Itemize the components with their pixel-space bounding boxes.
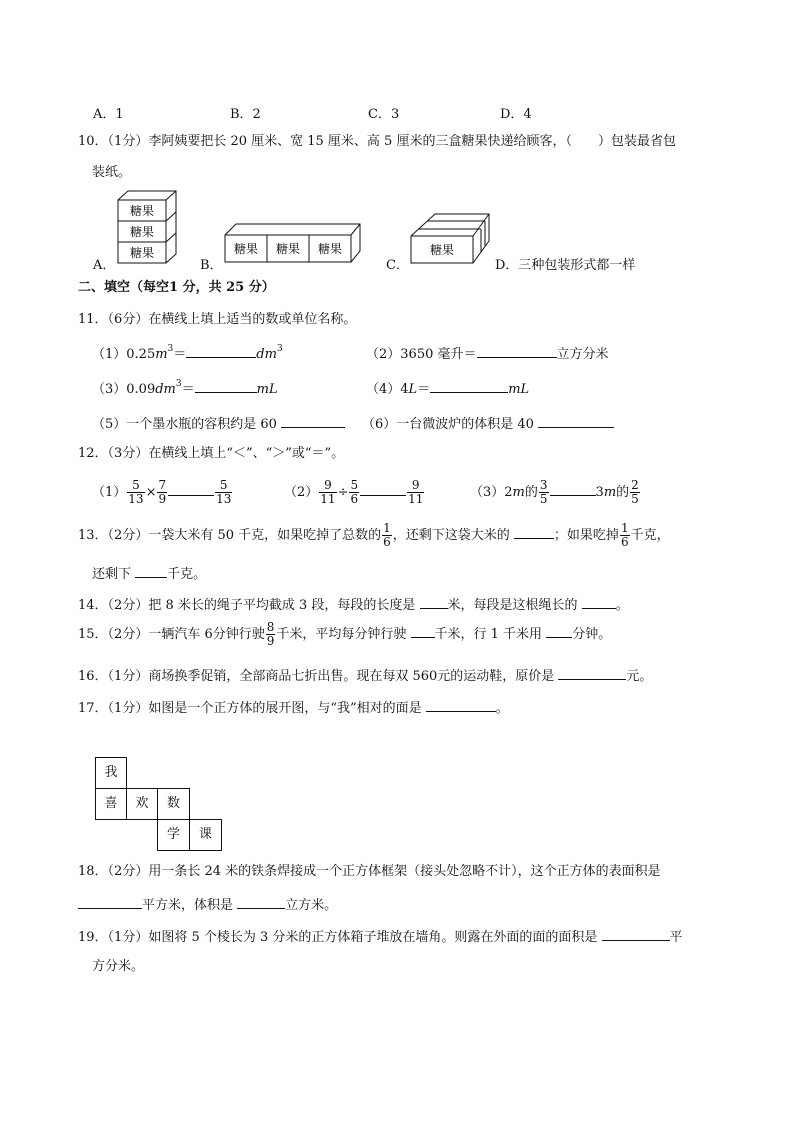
answer-blank[interactable] <box>546 623 572 638</box>
q10-option-c: C． <box>386 258 409 273</box>
q16: 16．（1分）商场换季促销，全部商品七折出售。现在每双 560元的运动鞋，原价是 元。 <box>78 665 652 686</box>
q18-line2: 平方米，体积是 立方米。 <box>78 894 337 915</box>
option-c: C．3 <box>368 107 400 122</box>
answer-blank[interactable] <box>477 343 557 358</box>
answer-blank[interactable] <box>411 623 435 638</box>
q12-part1: （1） $\frac{5}{13}$ × $\frac{7}{9}$ $\frac{5}{13}$ <box>92 478 232 506</box>
q19-line2: 方分米。 <box>92 959 145 974</box>
option-d: D．4 <box>500 107 532 122</box>
answer-blank[interactable] <box>426 697 496 712</box>
q12-stem: 12．（3分）在横线上填上“＜”、“＞”或“＝”。 <box>78 446 345 461</box>
q18-line1: 18．（2分）用一条长 24 米的铁条焊接成一个正方体框架（接头处忽略不计），这个正方体的表面积是 <box>78 864 661 879</box>
answer-blank[interactable] <box>430 378 508 393</box>
stacked-boxes-figure <box>115 189 181 267</box>
q11-part4: （4）4L＝ mL <box>366 378 529 399</box>
net-cell: 欢 <box>126 788 158 820</box>
net-cell: 喜 <box>95 788 127 820</box>
answer-blank[interactable] <box>420 594 448 609</box>
candy-label: 糖果 <box>129 246 155 260</box>
candy-label: 糖果 <box>129 204 155 218</box>
q10-stem-line2: 装纸。 <box>92 165 132 180</box>
q17: 17．（1分）如图是一个正方体的展开图，与“我”相对的面是 。 <box>78 697 509 718</box>
net-cell: 数 <box>157 788 190 820</box>
flat-stack-figure <box>408 211 492 267</box>
candy-label: 糖果 <box>233 242 259 256</box>
q12-part2: （2） $\frac{9}{11}$ ÷ $\frac{5}{6}$ $\frac{9}{11}$ <box>284 478 424 506</box>
answer-blank[interactable] <box>558 665 626 680</box>
net-cell: 学 <box>157 819 190 851</box>
option-a: A．1 <box>93 107 124 122</box>
answer-blank[interactable] <box>514 524 554 539</box>
answer-blank[interactable] <box>602 926 670 941</box>
q14: 14．（2分）把 8 米长的绳子平均截成 3 段，每段的长度是 米，每段是这根绳长的 。 <box>78 594 629 615</box>
answer-blank[interactable] <box>237 894 285 909</box>
answer-blank[interactable] <box>78 894 142 909</box>
answer-blank[interactable] <box>168 481 214 496</box>
q13-line2: 还剩下 千克。 <box>92 563 206 584</box>
option-b: B．2 <box>230 107 261 122</box>
q19-line1: 19．（1分）如图将 5 个棱长为 3 分米的正方体箱子堆放在墙角。则露在外面的面的面积是 平 <box>78 926 683 947</box>
answer-blank[interactable] <box>538 413 614 428</box>
candy-label: 糖果 <box>317 242 343 256</box>
answer-blank[interactable] <box>360 481 406 496</box>
q11-part2: （2）3650 毫升＝ 立方分米 <box>366 343 609 364</box>
answer-blank[interactable] <box>186 343 256 358</box>
q11-stem: 11．（6分）在横线上填上适当的数或单位名称。 <box>78 312 357 327</box>
candy-label: 糖果 <box>129 225 155 239</box>
candy-label: 糖果 <box>275 242 301 256</box>
net-cell: 我 <box>95 757 127 789</box>
q10-option-a: A． <box>93 258 116 273</box>
q11-part6: （6）一台微波炉的体积是 40 <box>362 413 614 434</box>
answer-blank[interactable] <box>135 563 167 578</box>
candy-label: 糖果 <box>429 243 455 257</box>
row-boxes-figure <box>222 220 362 266</box>
q10-option-d: D．三种包装形式都一样 <box>495 258 636 273</box>
q11-part5: （5）一个墨水瓶的容积约是 60 <box>92 413 345 434</box>
q13-line1: 13．（2分）一袋大米有 50 千克，如果吃掉了总数的 $\frac{1}{6}$ ，还剩下这袋大米的 ；如果吃掉 $\frac{1}{6}$ 千克， <box>78 521 670 549</box>
q10-option-b: B． <box>200 258 223 273</box>
q15: 15．（2分）一辆汽车 6分钟行驶 $\frac{8}{9}$ 千米，平均每分钟行驶 千米，行 1 千米用 分钟。 <box>78 620 612 648</box>
section-title: 二、填空（每空1 分，共 25 分） <box>78 280 275 295</box>
net-cell: 课 <box>189 819 222 851</box>
q12-part3: （3）2m的 $\frac{3}{5}$ 3m的 $\frac{2}{5}$ <box>470 478 639 506</box>
q11-part3: $(3)0.09dm^3=$ mL <box>92 379 278 397</box>
answer-blank[interactable] <box>195 378 257 393</box>
q10-stem-line1: 10．（1分）李阿姨要把长 20 厘米、宽 15 厘米、高 5 厘米的三盒糖果快递给顾客，（ ）包装最省包 <box>78 134 676 149</box>
answer-blank[interactable] <box>281 413 345 428</box>
answer-blank[interactable] <box>550 481 596 496</box>
q11-part1: $(1)0.25m^3= dm^3$ <box>92 344 283 362</box>
answer-blank[interactable] <box>582 594 616 609</box>
